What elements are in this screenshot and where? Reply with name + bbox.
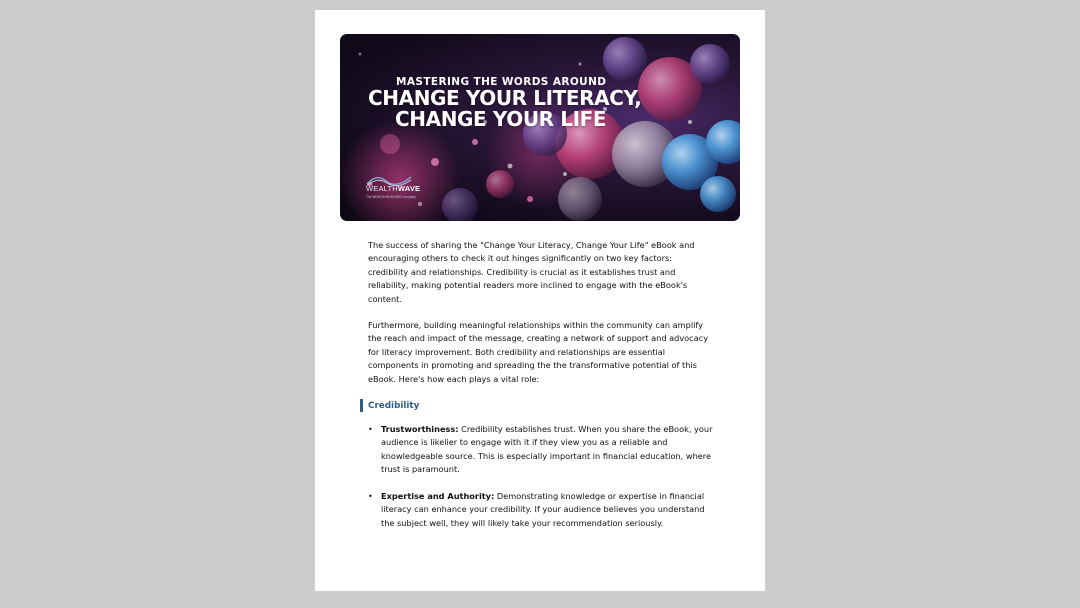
- banner-headline-line-2: CHANGE YOUR LIFE: [395, 107, 607, 131]
- hero-banner: [340, 34, 740, 221]
- bullet-text: Credibility establishes trust. When you share the eBook, your audience is likelier to engage with it if they view you as a reliable and knowledgeable source. This is especially important in financial education, where trust is paramount.: [381, 424, 713, 475]
- bullet-marker: •: [368, 424, 373, 435]
- heading-accent-bar: [360, 399, 363, 412]
- list-item: [368, 423, 713, 477]
- bullet-marker: •: [368, 490, 373, 501]
- document-page: [315, 10, 765, 591]
- credibility-bullet-list: [368, 423, 713, 530]
- bullet-text: Demonstrating knowledge or expertise in financial literacy can enhance your credibility. If your audience believes you understand the subject well, they will likely take your recommendation seriously.: [381, 490, 705, 528]
- banner-headline-line-1: CHANGE YOUR LITERACY,: [368, 86, 642, 110]
- banner-headline: [368, 88, 641, 130]
- section-heading-credibility: [368, 399, 713, 413]
- logo-tagline: The WEALTH BUILDING Company: [366, 195, 416, 199]
- document-body: [368, 239, 713, 543]
- paragraph-relationships: Furthermore, building meaningful relationships within the community can amplify the reach and impact of the message, creating a network of support and advocacy for literacy improvement. Both credibility and relationships are essential components in promoting and spreading the the transformative potential of this eBook. Here's how each plays a vital role:: [368, 320, 709, 384]
- list-item: [368, 490, 713, 530]
- logo-wordmark: [366, 184, 420, 193]
- section-heading-text: Credibility: [368, 401, 420, 412]
- logo-word-wave: WAVE: [397, 184, 421, 193]
- bullet-term: Expertise and Authority:: [381, 490, 495, 501]
- bullet-term: Trustworthiness:: [381, 424, 459, 435]
- logo-word-wealth: WEALTH: [366, 184, 398, 193]
- paragraph-intro: The success of sharing the "Change Your Literacy, Change Your Life" eBook and encouraging others to check it out hinges significantly on two key factors: credibility and relationships. Credibility is crucial as it establishes trust and reliability, making potential readers more inclined to engage with the eBook's content.: [368, 240, 695, 304]
- banner-kicker: MASTERING THE WORDS AROUND: [396, 76, 607, 88]
- wealthwave-logo: [366, 174, 436, 202]
